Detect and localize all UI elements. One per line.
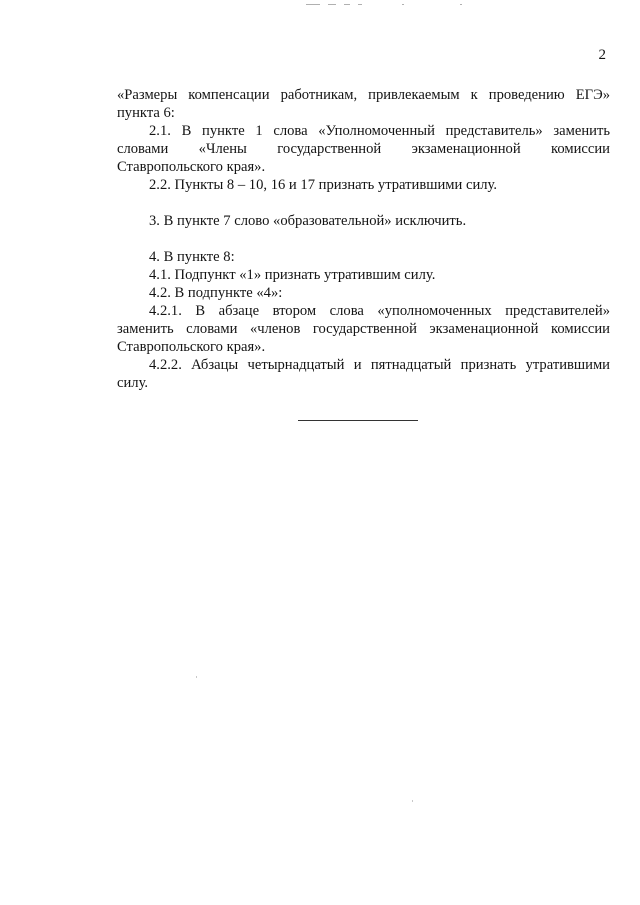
paragraph-4-2: 4.2. В подпункте «4»: bbox=[149, 285, 283, 301]
paragraph-4-2-2: 4.2.2. Абзацы четырнадцатый и пятнадцатый признать утратившими силу. bbox=[117, 357, 610, 391]
scan-artifacts bbox=[306, 2, 466, 8]
paragraph-4: 4. В пункте 8: bbox=[149, 249, 235, 265]
paragraph-4-2-1: 4.2.1. В абзаце втором слова «уполномоченных представителей» заменить словами «членов государственной экзаменационной комиссии Ставропольского края». bbox=[117, 303, 610, 355]
document-body bbox=[117, 86, 610, 392]
end-of-document-rule bbox=[298, 420, 418, 421]
paragraph-spacer bbox=[117, 194, 610, 212]
paragraph-2-1: 2.1. В пункте 1 слова «Уполномоченный представитель» заменить словами «Члены государственной экзаменационной комиссии Ставропольского края». bbox=[117, 123, 610, 175]
paragraph-4-1: 4.1. Подпункт «1» признать утратившим силу. bbox=[149, 267, 436, 283]
paragraph-2-2: 2.2. Пункты 8 – 10, 16 и 17 признать утратившими силу. bbox=[149, 177, 498, 193]
paragraph-intro: «Размеры компенсации работникам, привлекаемым к проведению ЕГЭ» пункта 6: bbox=[117, 87, 610, 121]
paragraph-3: 3. В пункте 7 слово «образовательной» исключить. bbox=[149, 213, 467, 229]
scan-speck bbox=[196, 676, 197, 678]
page-number: 2 bbox=[598, 47, 606, 63]
paragraph-spacer bbox=[117, 230, 610, 248]
scan-speck bbox=[412, 800, 413, 802]
